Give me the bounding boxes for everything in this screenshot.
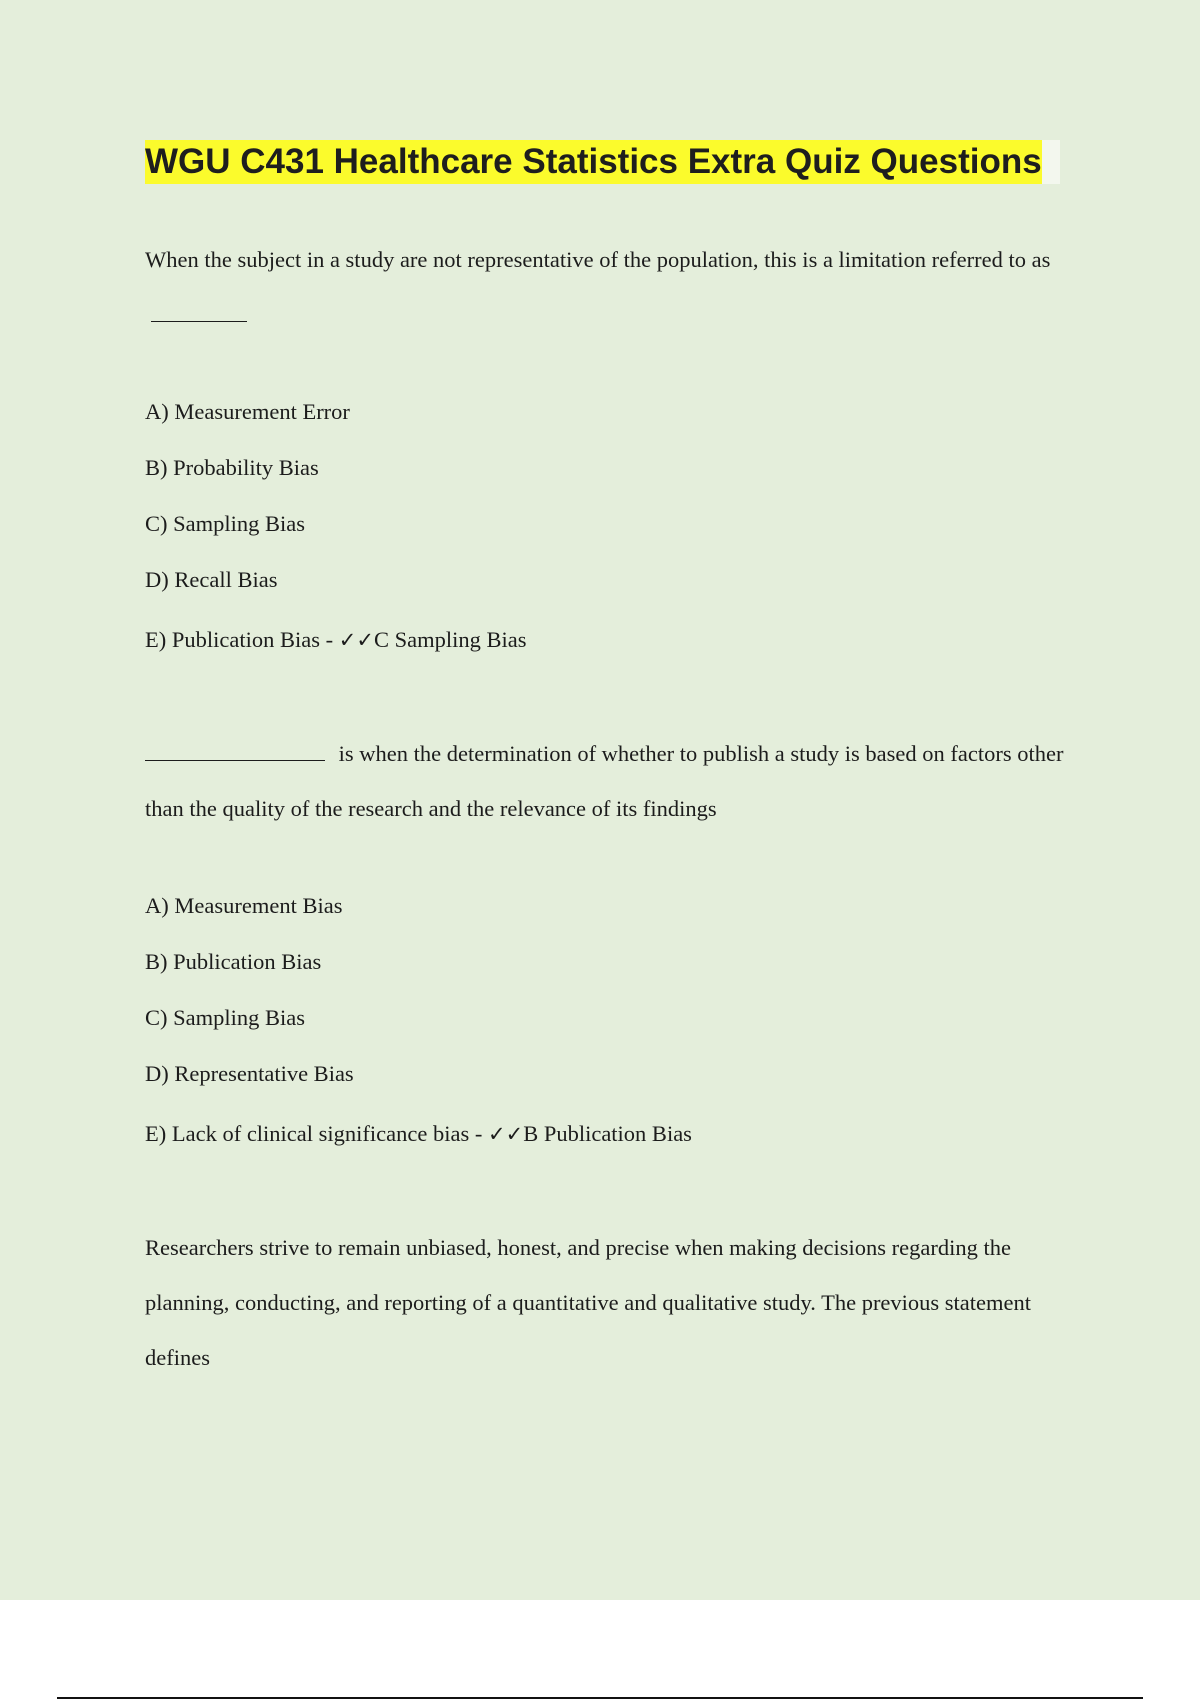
answer-blank <box>151 299 247 322</box>
question-1-answer: C Sampling Bias <box>373 627 527 652</box>
question-2-option-b: B) Publication Bias <box>145 949 322 974</box>
title-highlight <box>145 140 1042 184</box>
question-2-option-e-label: E) Lack of clinical significance bias - <box>145 1121 488 1146</box>
question-1-option-e-label: E) Publication Bias - <box>145 627 339 652</box>
question-2-options <box>145 878 1085 1166</box>
question-2-text <box>145 726 1085 836</box>
question-1-option-e <box>145 608 1085 672</box>
document-title: WGU C431 Healthcare Statistics Extra Quiz Questions <box>145 142 1042 181</box>
answer-blank <box>145 738 325 761</box>
question-2-option-c: C) Sampling Bias <box>145 1005 306 1030</box>
question-2-answer: B Publication Bias <box>523 1121 692 1146</box>
question-1-option-d: D) Recall Bias <box>145 567 278 592</box>
question-block-1 <box>145 232 1085 672</box>
question-1-prompt: When the subject in a study are not representative of the population, this is a limitation referred to as <box>145 247 1051 272</box>
question-block-2 <box>145 726 1085 1166</box>
footer-divider <box>57 1697 1143 1699</box>
question-1-text <box>145 232 1085 342</box>
question-1-option-a: A) Measurement Error <box>145 399 350 424</box>
document-content <box>145 140 1085 1439</box>
double-check-icon: ✓✓ <box>487 1122 524 1146</box>
question-3-text: Researchers strive to remain unbiased, honest, and precise when making decisions regarding the planning, conducting, and reporting of a quantitative and qualitative study. The previous statement defines <box>145 1235 1032 1370</box>
question-1-option-b: B) Probability Bias <box>145 455 319 480</box>
question-2-option-a: A) Measurement Bias <box>145 893 343 918</box>
question-1-options <box>145 384 1085 672</box>
question-2-option-d: D) Representative Bias <box>145 1061 354 1086</box>
question-1-option-c: C) Sampling Bias <box>145 511 306 536</box>
double-check-icon: ✓✓ <box>338 628 374 652</box>
question-2-prompt: is when the determination of whether to publish a study is based on factors other than the quality of the research and the relevance of its findings <box>145 741 1064 821</box>
question-block-3 <box>145 1220 1085 1385</box>
question-2-option-e <box>145 1102 1085 1166</box>
